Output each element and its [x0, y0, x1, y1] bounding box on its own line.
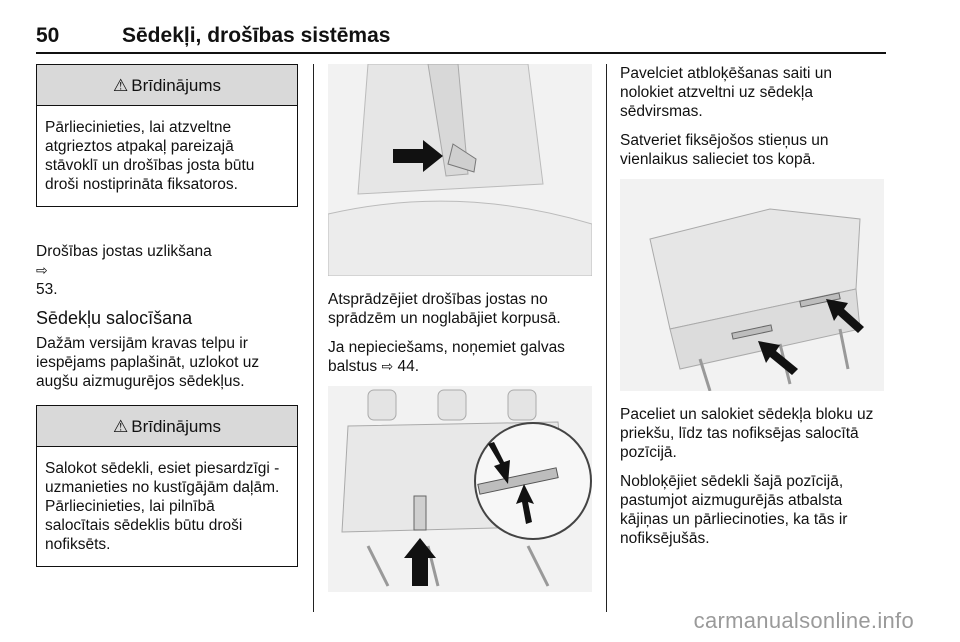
warning-text: Salokot sēdekli, esiet piesardzīgi - uzmanieties no kustīgājām daļām. Pārliecinieties, lai pilnībā salocītais sēdeklis būtu droši nofiksēts. — [45, 460, 280, 553]
warning-triangle-icon: ⚠ — [112, 75, 129, 95]
caption-headrest-page: 44. — [397, 358, 420, 375]
warning-header — [37, 406, 297, 447]
column-divider — [606, 64, 607, 612]
intro-paragraph: Dažām versijām kravas telpu ir iespējams paplašināt, uzlokot uz augšu aizmugurējos sēdekļus. — [36, 335, 260, 390]
seat-folding-illustration — [620, 179, 884, 391]
belt-reference-page: 53. — [36, 281, 58, 298]
seatbelt-stowage-illustration — [328, 64, 592, 276]
warning-box — [36, 405, 298, 567]
paragraph-lock-position: Nobloķējiet sēdekli šajā pozīcijā, pastumjot aizmugurējās atbalsta kājiņas un pārliecinoties, ka tās ir nofiksējušās. — [620, 473, 848, 547]
chapter-title: Sēdekļi, drošības sistēmas — [122, 24, 391, 47]
warning-title: Brīdinājums — [131, 75, 221, 95]
page-header — [36, 14, 886, 54]
column-middle — [328, 64, 592, 606]
warning-triangle-icon: ⚠ — [112, 416, 129, 436]
paragraph-release-strap: Pavelciet atbloķēšanas saiti un nolokiet atzveltni uz sēdekļa sēdvirsmas. — [620, 65, 832, 120]
paragraph-fold-forward: Paceliet un salokiet sēdekļa bloku uz priekšu, līdz tas nofiksējas salocītā pozīcijā. — [620, 406, 874, 461]
column-left — [36, 64, 298, 583]
warning-box — [36, 64, 298, 207]
column-right — [620, 64, 886, 558]
belt-reference — [36, 223, 298, 299]
section-heading: Sēdekļu salocīšana — [36, 308, 193, 328]
caption-headrest-text: Ja nepieciešams, noņemiet galvas balstus — [328, 339, 565, 375]
paragraph-fixing-rods: Satveriet fiksējošos stieņus un vienlaikus salieciet tos kopā. — [620, 132, 829, 168]
page-reference-arrow-icon: ⇨ — [381, 358, 394, 374]
seat-release-illustration — [328, 386, 592, 592]
page-reference-arrow-icon: ⇨ — [36, 262, 48, 278]
belt-reference-text: Drošības jostas uzlikšana — [36, 243, 212, 260]
page-number: 50 — [36, 24, 60, 47]
caption-headrest — [328, 338, 592, 376]
warning-title: Brīdinājums — [131, 416, 221, 436]
warning-header — [37, 65, 297, 106]
caption-unbuckle: Atsprādzējiet drošības jostas no sprādzēm un noglabājiet korpusā. — [328, 291, 561, 327]
warning-text: Pārliecinieties, lai atzveltne atgrieztos atpakaļ pareizajā stāvoklī un drošības josta būtu droši nostiprināta fiksatoros. — [45, 119, 255, 193]
column-divider — [313, 64, 314, 612]
watermark: carmanualsonline.info — [693, 608, 914, 633]
